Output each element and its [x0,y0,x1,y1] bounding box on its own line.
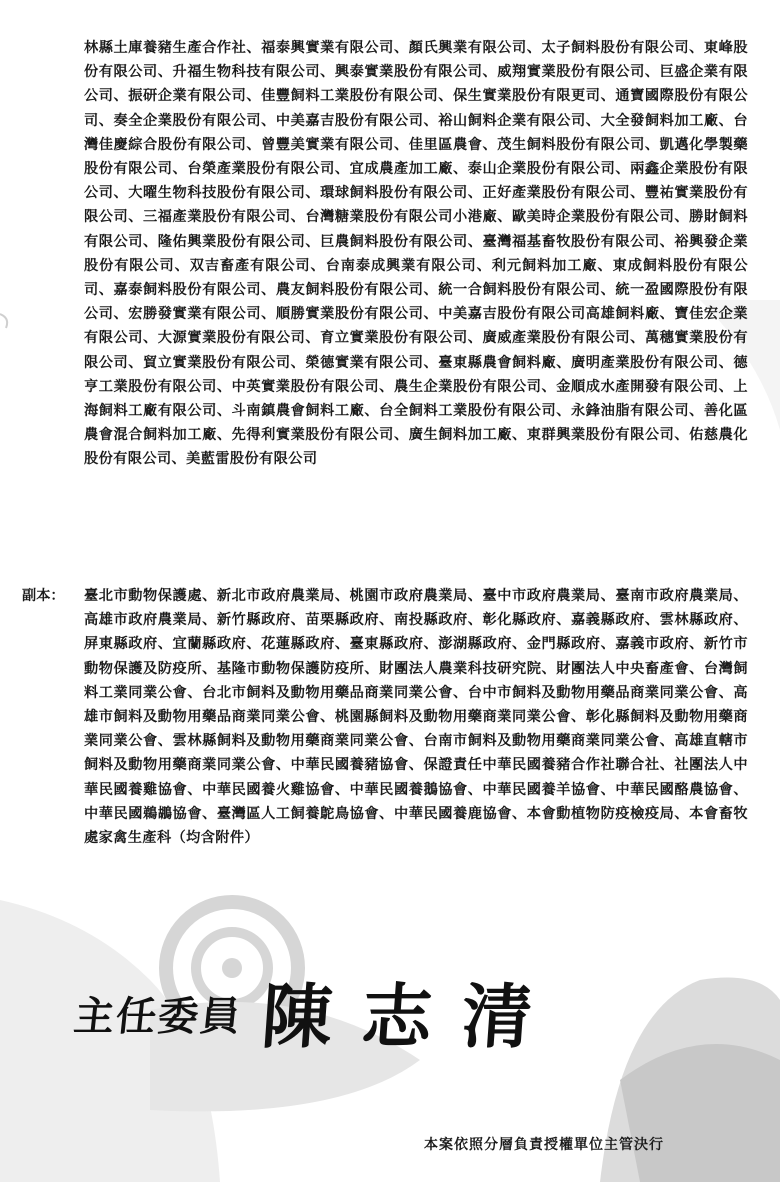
copy-label: 副本： [22,588,65,604]
signature-block [71,975,565,1058]
copy-recipient-list: 臺北市動物保護處、新北市政府農業局、桃園市政府農業局、臺中市政府農業局、臺南市政府農業局、高雄市政府農業局、新竹縣政府、苗栗縣政府、南投縣政府、彰化縣政府、嘉義縣政府、雲林縣政府、屏東縣政府、宜蘭縣政府、花蓮縣政府、臺東縣政府、澎湖縣政府、金門縣政府、嘉義市政府、新竹市動物保護及防疫所、基隆市動物保護防疫所、財團法人農業科技研究院、財團法人中央畜產會、台灣飼料工業同業公會、台北市飼料及動物用藥品商業同業公會、台中市飼料及動物用藥品商業同業公會、高雄市飼料及動物用藥品商業同業公會、桃園縣飼料及動物用藥商業同業公會、彰化縣飼料及動物用藥商業同業公會、雲林縣飼料及動物用藥商業同業公會、台南市飼料及動物用藥商業同業公會、高雄直轄市飼料及動物用藥商業同業公會、中華民國養豬協會、保證責任中華民國養豬合作社聯合社、社團法人中華民國養雞協會、中華民國養火雞協會、中華民國養鵝協會、中華民國養羊協會、中華民國酪農協會、中華民國鵜鶘協會、臺灣區人工飼養鴕鳥協會、中華民國養鹿協會、本會動植物防疫檢疫局、本會畜牧處家禽生產科（均含附件） [84,588,748,847]
signature-name: 陳志清 [259,975,565,1058]
delegation-note: 本案依照分層負責授權單位主管決行 [424,1137,664,1153]
recipient-list-continued: 林縣土庫養豬生產合作社、福泰興實業有限公司、顏氏興業有限公司、太子飼料股份有限公司、東峰股份有限公司、升福生物科技有限公司、興泰實業股份有限公司、威翔實業股份有限公司、巨盛企業有限公司、振研企業有限公司、佳豐飼料工業股份有限公司、保生實業股份有限更司、通寶國際股份有限公司、奏全企業股份有限公司、中美嘉吉股份有限公司、裕山飼料企業有限公司、大全發飼料加工廠、台灣佳慶綜合股份有限公司、曾豐美實業有限公司、佳里區農會、茂生飼料股份有限公司、凱邁化學製藥股份有限公司、台榮產業股份有限公司、宜成農產加工廠、泰山企業股份有限公司、兩鑫企業股份有限公司、大曜生物科技股份有限公司、環球飼料股份有限公司、正好產業股份有限公司、豐祐實業股份有限公司、三福產業股份有限公司、台灣糖業股份有限公司小港廠、歐美時企業股份有限公司、勝財飼料有限公司、隆佑興業股份有限公司、巨農飼料股份有限公司、臺灣福基畜牧股份有限公司、裕興發企業股份有限公司、双吉畜產有限公司、台南泰成興業有限公司、利元飼料加工廠、東成飼料股份有限公司、嘉泰飼料股份有限公司、農友飼料股份有限公司、統一合飼料股份有限公司、統一盈國際股份有限公司、宏勝發實業有限公司、順勝實業股份有限公司、中美嘉吉股份有限公司高雄飼料廠、寶佳宏企業有限公司、大源實業股份有限公司、育立實業股份有限公司、廣威產業股份有限公司、萬穗實業股份有限公司、貿立實業股份有限公司、榮德實業有限公司、臺東縣農會飼料廠、廣明產業股份有限公司、德亨工業股份有限公司、中英實業股份有限公司、農生企業股份有限公司、金順成水產開發有限公司、上海飼料工廠有限公司、斗南鎮農會飼料工廠、台全飼料工業股份有限公司、永鋒油脂有限公司、善化區農會混合飼料加工廠、先得利實業股份有限公司、廣生飼料加工廠、東群興業股份有限公司、佑慈農化股份有限公司、美藍雷股份有限公司 [84,40,748,468]
signature-title: 主任委員 [71,993,245,1040]
